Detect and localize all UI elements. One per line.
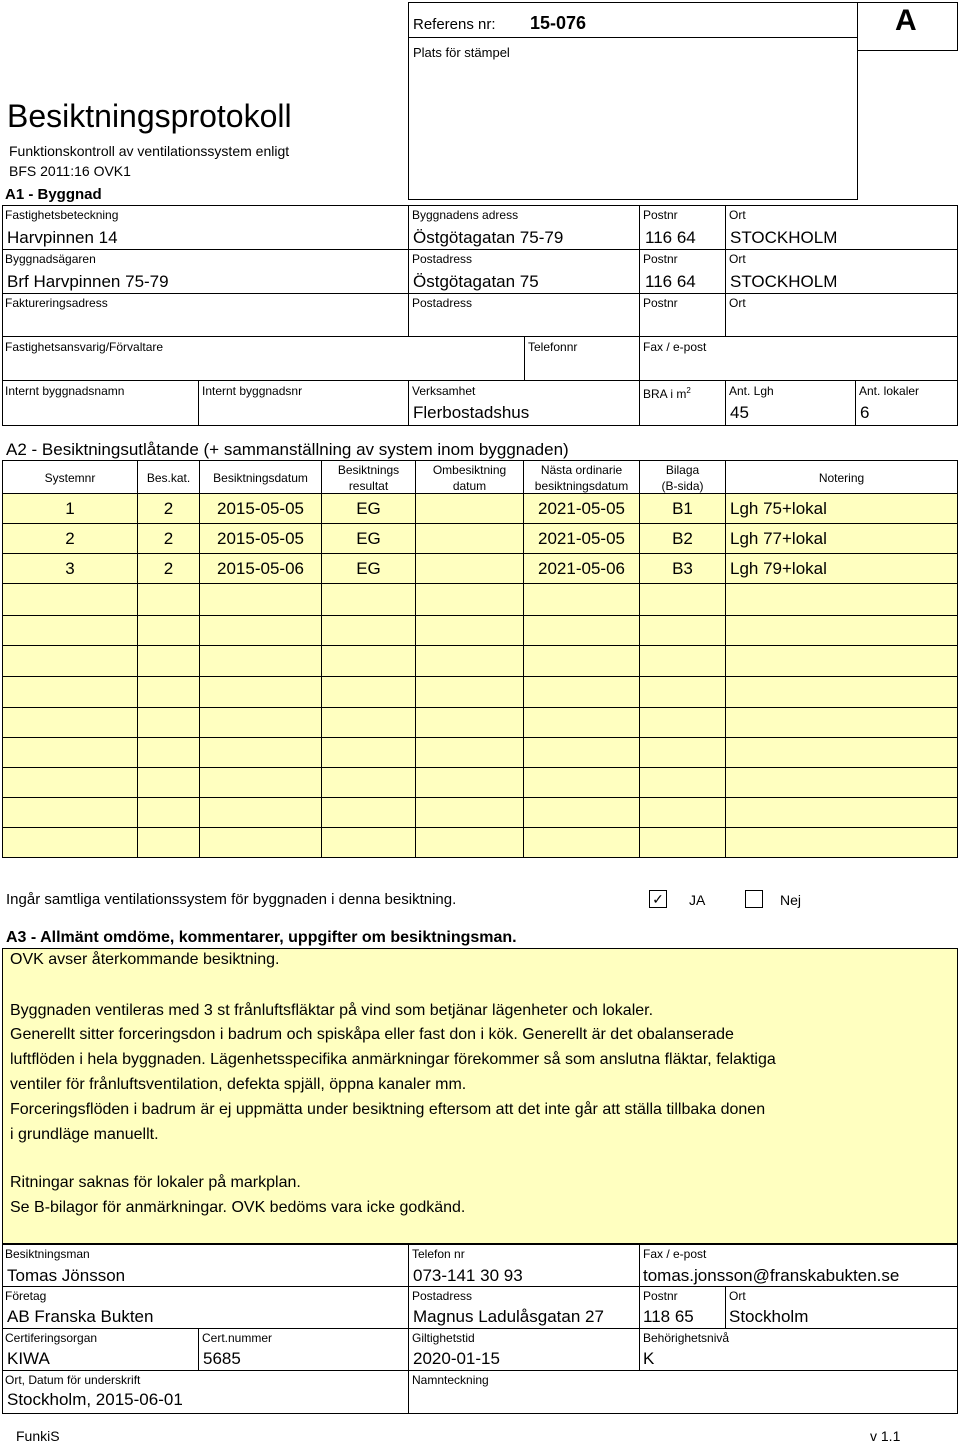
company-label: Företag [5,1289,47,1303]
check-icon: ✓ [652,891,664,907]
a2-cell-systemnr[interactable] [2,677,138,708]
property-label: Fastighetsbeteckning [5,208,119,222]
activity-label: Verksamhet [412,384,476,398]
a2-cell-beskat[interactable] [138,828,200,858]
company-postcode-label: Postnr [643,1289,678,1303]
a2-table-row [2,798,958,828]
inspector-line [2,1286,958,1287]
a2-cell-resultat[interactable] [322,828,416,858]
inspector-line [639,1244,640,1370]
a2-cell-bilaga[interactable] [640,584,726,616]
nej-checkbox[interactable] [745,890,763,908]
page-title: Besiktningsprotokoll [7,98,292,134]
a2-cell-nasta[interactable]: 2021-05-06 [524,554,640,584]
owner-value: Brf Harvpinnen 75-79 [7,272,169,291]
inspector-phone-label: Telefon nr [412,1247,465,1261]
comment-line: Se B-bilagor för anmärkningar. OVK bedöms vara icke godkänd. [10,1199,466,1216]
a2-cell-bilaga[interactable]: B1 [640,494,726,524]
building-address-label: Byggnadens adress [412,208,519,222]
a2-cell-nasta[interactable] [524,584,640,616]
a2-cell-resultat[interactable]: EG [322,554,416,584]
comment-line: Byggnaden ventileras med 3 st frånluftsfläktar på vind som betjänar lägenheter och lokaler. [10,1002,654,1019]
a1-line [2,425,958,426]
comment-line: Ritningar saknas för lokaler på markplan. [10,1174,301,1191]
a2-cell-ombes[interactable] [416,708,524,738]
page-subtitle-2: BFS 2011:16 OVK1 [9,163,131,179]
a2-cell-notering[interactable] [726,708,958,738]
a2-table-row [2,677,958,708]
a2-cell-ombes[interactable] [416,524,524,554]
a2-cell-notering[interactable] [726,768,958,798]
a2-cell-notering[interactable] [726,828,958,858]
a2-cell-systemnr[interactable] [2,616,138,646]
a1-line [408,380,409,425]
company-city-value: Stockholm [729,1307,809,1326]
a2-cell-datum[interactable] [200,584,322,616]
a2-cell-datum[interactable]: 2015-05-05 [200,494,322,524]
a2-cell-bilaga[interactable] [640,798,726,828]
a2-cell-beskat[interactable] [138,584,200,616]
a2-cell-notering[interactable] [726,677,958,708]
a2-cell-beskat[interactable]: 2 [138,554,200,584]
validity-value: 2020-01-15 [413,1349,500,1368]
footer-right: v 1.1 [870,1428,901,1443]
comment-line: i grundläge manuellt. [10,1126,159,1143]
inspector-line [198,1328,199,1370]
ja-checkbox[interactable] [649,890,667,908]
company-city-label: Ort [729,1289,746,1303]
postcode-label: Postnr [643,208,678,222]
owner-city-value: STOCKHOLM [730,272,838,291]
all-systems-question: Ingår samtliga ventilationssystem för byggnaden i denna besiktning. [6,891,457,908]
a2-cell-bilaga[interactable] [640,828,726,858]
a2-cell-notering[interactable]: Lgh 79+lokal [726,554,958,584]
a2-cell-datum[interactable] [200,708,322,738]
a2-table-row [2,768,958,798]
phone-label: Telefonnr [528,340,578,354]
a2-cell-ombes[interactable] [416,584,524,616]
a2-cell-notering[interactable] [726,798,958,828]
a2-cell-bilaga[interactable] [640,677,726,708]
a2-cell-nasta[interactable]: 2021-05-05 [524,494,640,524]
place-date-label: Ort, Datum för underskrift [5,1373,141,1387]
property-value: Harvpinnen 14 [7,228,118,247]
a2-cell-nasta[interactable] [524,646,640,677]
a2-cell-nasta[interactable]: 2021-05-05 [524,524,640,554]
a2-table-row [2,828,958,858]
stamp-divider [408,37,858,38]
cert-number-label: Cert.nummer [202,1331,273,1345]
owner-postcode-label: Postnr [643,252,678,266]
col-header-nasta [524,460,640,494]
floor-area-label [643,386,691,401]
a2-cell-ombes[interactable] [416,738,524,768]
col-header-beskat: Bes.kat. [138,460,200,494]
a1-line [2,336,958,337]
a2-cell-bilaga[interactable] [640,708,726,738]
a1-line [524,336,525,380]
a3-heading: A3 - Allmänt omdöme, kommentarer, uppgifter om besiktningsman. [6,929,517,946]
a2-cell-notering[interactable]: Lgh 75+lokal [726,494,958,524]
col-header-notering: Notering [726,460,958,494]
col-header-datum: Besiktningsdatum [200,460,322,494]
city-label: Ort [729,208,746,222]
a2-cell-ombes[interactable] [416,768,524,798]
a2-cell-nasta[interactable] [524,616,640,646]
reference-label: Referens nr: [413,16,496,33]
a2-cell-nasta[interactable] [524,738,640,768]
owner-postal-address-label: Postadress [412,252,473,266]
a2-cell-systemnr[interactable] [2,798,138,828]
a2-cell-datum[interactable] [200,677,322,708]
inspector-line [2,1328,958,1329]
col-header-bilaga [640,460,726,494]
inspector-email-value: tomas.jonsson@franskabukten.se [643,1266,900,1285]
cert-org-value: KIWA [7,1349,50,1368]
footer-left: FunkiS [16,1428,60,1443]
a2-cell-datum[interactable] [200,616,322,646]
inspector-line [2,1370,958,1371]
company-postal-address-label: Postadress [412,1289,473,1303]
a2-cell-resultat[interactable] [322,646,416,677]
reference-number: 15-076 [530,13,587,33]
postcode-value: 116 64 [645,228,696,247]
a2-cell-resultat[interactable] [322,616,416,646]
premises-label: Ant. lokaler [859,384,920,398]
internal-name-label: Internt byggnadsnamn [5,384,125,398]
a2-cell-systemnr[interactable]: 1 [2,494,138,524]
a2-table-row [2,584,958,616]
inspector-phone-value: 073-141 30 93 [413,1266,523,1285]
comment-line: Forceringsflöden i badrum är ej uppmätta under besiktning eftersom att det inte går att ställa tillbaka donen [10,1101,766,1118]
a1-line [855,380,856,425]
comment-line: luftflöden i hela byggnaden. Lägenhetsspecifika anmärkningar förekommer så som anslutna fläktar, felaktiga [10,1051,776,1068]
a2-cell-notering[interactable] [726,584,958,616]
cert-org-label: Certiferingsorgan [5,1331,98,1345]
owner-postcode-value: 116 64 [645,272,696,291]
a3-comment-box[interactable] [2,948,958,1244]
city-value: STOCKHOLM [730,228,838,247]
inspector-line [725,1286,726,1328]
col-header-nasta-2: besiktningsdatum [534,479,629,493]
a2-cell-beskat[interactable]: 2 [138,494,200,524]
a2-table-row [2,616,958,646]
a2-table-row [2,646,958,677]
a2-cell-nasta[interactable] [524,828,640,858]
place-date-value: Stockholm, 2015-06-01 [7,1390,183,1409]
inspector-name-label: Besiktningsman [5,1247,90,1261]
a2-cell-systemnr[interactable] [2,646,138,677]
a1-line [725,380,726,425]
a2-cell-datum[interactable]: 2015-05-05 [200,524,322,554]
a2-cell-beskat[interactable] [138,677,200,708]
col-header-systemnr: Systemnr [2,460,138,494]
a2-table-row [2,494,958,524]
a2-cell-ombes[interactable] [416,494,524,524]
a2-cell-ombes[interactable] [416,798,524,828]
a2-table-row [2,738,958,768]
a2-cell-resultat[interactable]: EG [322,524,416,554]
a1-line [2,205,958,206]
a2-cell-beskat[interactable] [138,646,200,677]
col-header-ombesiktning-1: Ombesiktning [432,463,507,477]
floor-area-label-sup: 2 [686,386,691,395]
signature-label: Namnteckning [412,1373,489,1387]
a2-cell-resultat[interactable] [322,677,416,708]
a2-cell-resultat[interactable] [322,708,416,738]
a2-cell-ombes[interactable] [416,677,524,708]
a2-table-row [2,524,958,554]
a2-heading: A2 - Besiktningsutlåtande (+ sammanställning av system inom byggnaden) [6,440,569,459]
a2-cell-systemnr[interactable] [2,738,138,768]
inspector-fax-label: Fax / e-post [643,1247,707,1261]
nej-label: Nej [780,892,802,908]
a2-cell-systemnr[interactable]: 3 [2,554,138,584]
a2-cell-beskat[interactable] [138,738,200,768]
billing-postcode-label: Postnr [643,296,678,310]
a2-cell-beskat[interactable] [138,768,200,798]
inspector-line [408,1244,409,1414]
comment-line: ventiler för frånluftsventilation, defekta spjäll, öppna kanaler mm. [10,1076,467,1093]
a2-cell-notering[interactable] [726,738,958,768]
a2-cell-datum[interactable] [200,798,322,828]
a2-cell-datum[interactable] [200,646,322,677]
a2-cell-notering[interactable] [726,616,958,646]
a2-cell-beskat[interactable] [138,708,200,738]
page-subtitle-1: Funktionskontroll av ventilationssystem enligt [9,143,290,159]
a2-cell-resultat[interactable] [322,798,416,828]
apartments-label: Ant. Lgh [729,384,774,398]
qualification-value: K [643,1349,655,1368]
a2-cell-resultat[interactable] [322,738,416,768]
owner-postal-address-value: Östgötagatan 75 [413,272,539,291]
a2-table [2,460,958,858]
a2-cell-resultat[interactable] [322,768,416,798]
a2-cell-systemnr[interactable] [2,584,138,616]
a1-line [198,380,199,425]
a1-line [2,249,958,250]
comment-line: Generellt sitter forceringsdon i badrum och spiskåpa eller fast don i kök. Generellt är det obalanserade [10,1026,734,1043]
a2-cell-ombes[interactable] [416,646,524,677]
building-address-value: Östgötagatan 75-79 [413,228,564,247]
a2-cell-ombes[interactable] [416,554,524,584]
company-postal-address-value: Magnus Ladulåsgatan 27 [413,1307,604,1326]
floor-area-label-text: BRA i m [643,387,687,401]
a2-cell-bilaga[interactable]: B3 [640,554,726,584]
a2-rows [2,494,958,858]
a2-cell-datum[interactable] [200,738,322,768]
col-header-resultat-1: Besiktnings [337,463,400,477]
internal-number-label: Internt byggnadsnr [202,384,303,398]
col-header-resultat [322,460,416,494]
a2-cell-datum[interactable]: 2015-05-06 [200,554,322,584]
company-value: AB Franska Bukten [7,1307,154,1326]
fax-email-label: Fax / e-post [643,340,707,354]
a2-cell-systemnr[interactable] [2,768,138,798]
manager-label: Fastighetsansvarig/Förvaltare [5,340,164,354]
billing-address-label: Faktureringsadress [5,296,108,310]
qualification-label: Behörighetsnivå [643,1331,730,1345]
a1-line [957,205,958,425]
a2-cell-nasta[interactable] [524,708,640,738]
comment-line: OVK avser återkommande besiktning. [10,951,280,968]
a2-cell-datum[interactable] [200,768,322,798]
a2-cell-nasta[interactable] [524,768,640,798]
a1-line [2,293,958,294]
a2-cell-systemnr[interactable] [2,708,138,738]
activity-value: Flerbostadshus [413,403,530,422]
a1-line [725,205,726,337]
col-header-bilaga-1: Bilaga [665,463,700,477]
a2-cell-beskat[interactable] [138,798,200,828]
a2-cell-ombes[interactable] [416,828,524,858]
a2-cell-bilaga[interactable] [640,616,726,646]
a1-line [408,205,409,337]
billing-postal-address-label: Postadress [412,296,473,310]
premises-value: 6 [860,403,870,422]
apartments-value: 45 [730,403,749,422]
stamp-label: Plats för stämpel [413,45,510,60]
a2-cell-beskat[interactable] [138,616,200,646]
a2-cell-datum[interactable] [200,828,322,858]
a2-table-row [2,708,958,738]
col-header-nasta-1: Nästa ordinarie [540,463,623,477]
validity-label: Giltighetstid [412,1331,475,1345]
col-header-ombesiktning [416,460,524,494]
protocol-letter: A [895,4,917,37]
col-header-bilaga-2: (B-sida) [661,479,704,493]
a2-cell-nasta[interactable] [524,677,640,708]
owner-label: Byggnadsägaren [5,252,96,266]
company-postcode-value: 118 65 [643,1307,694,1326]
a2-cell-resultat[interactable]: EG [322,494,416,524]
inspector-name-value: Tomas Jönsson [7,1266,126,1285]
owner-city-label: Ort [729,252,746,266]
ja-label: JA [689,892,706,908]
a2-table-row [2,554,958,584]
a2-cell-notering[interactable] [726,646,958,677]
col-header-resultat-2: resultat [348,479,389,493]
cert-number-value: 5685 [203,1349,241,1368]
a1-heading: A1 - Byggnad [5,186,102,203]
a1-line [2,205,3,425]
a2-cell-systemnr[interactable] [2,828,138,858]
a2-cell-notering[interactable]: Lgh 77+lokal [726,524,958,554]
a2-cell-ombes[interactable] [416,616,524,646]
a2-cell-bilaga[interactable] [640,646,726,677]
a2-cell-resultat[interactable] [322,584,416,616]
a1-line [639,205,640,425]
a2-cell-nasta[interactable] [524,798,640,828]
a2-cell-beskat[interactable]: 2 [138,524,200,554]
a1-line [2,380,958,381]
a2-cell-bilaga[interactable]: B2 [640,524,726,554]
a2-cell-bilaga[interactable] [640,768,726,798]
a2-cell-bilaga[interactable] [640,738,726,768]
billing-city-label: Ort [729,296,746,310]
a2-cell-systemnr[interactable]: 2 [2,524,138,554]
col-header-ombesiktning-2: datum [452,479,487,493]
